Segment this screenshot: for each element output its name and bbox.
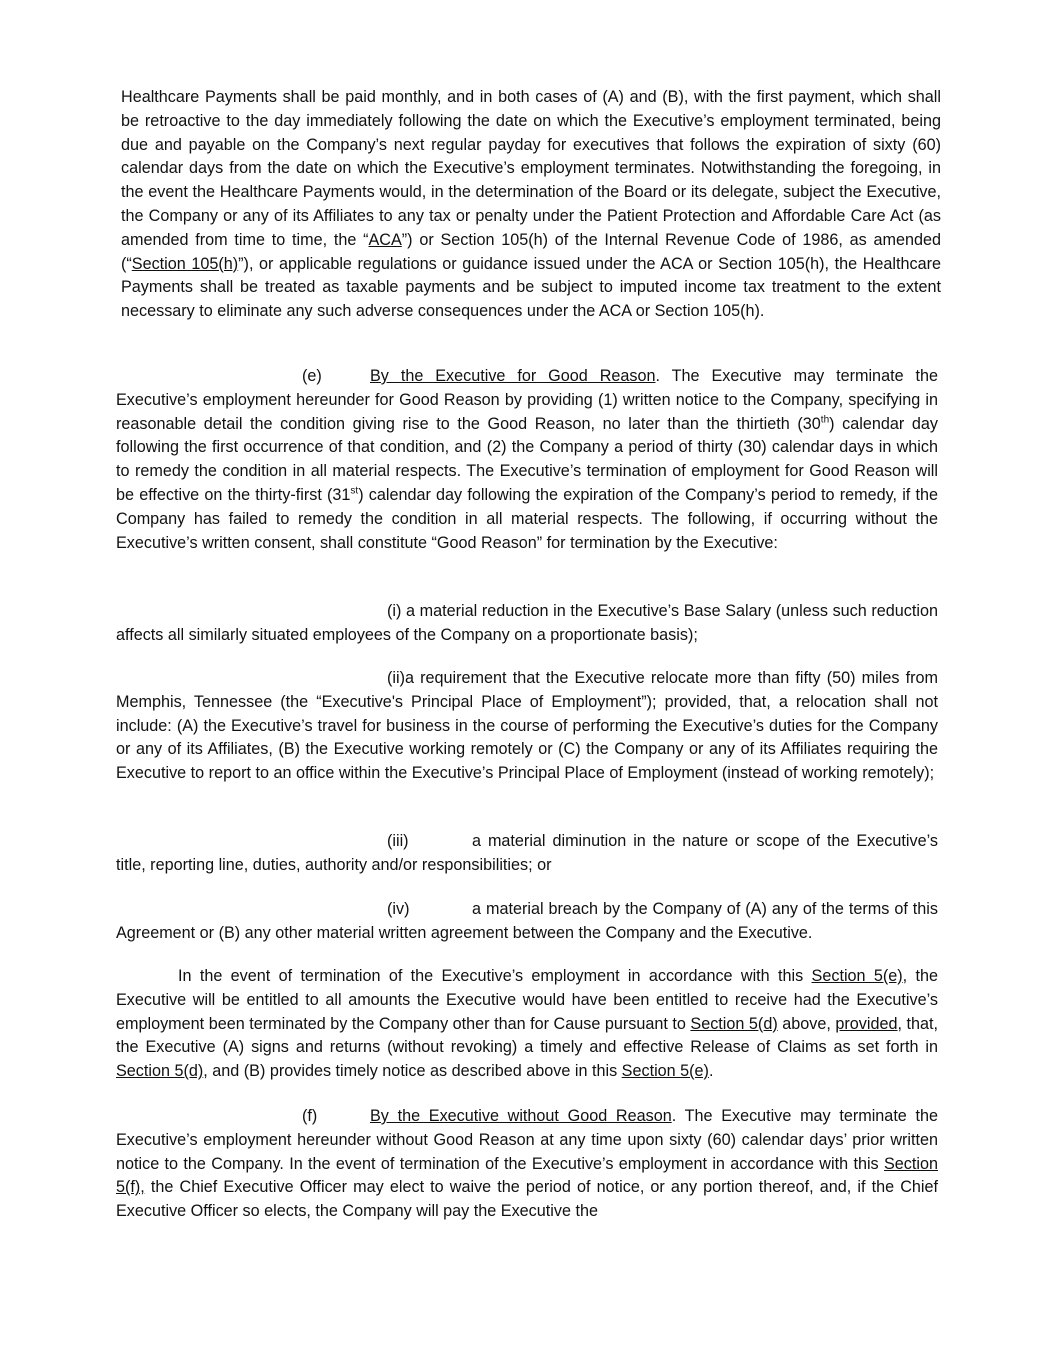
good-reason-item-ii: [116, 667, 938, 786]
cross-reference-section-5e: Section 5(e): [811, 967, 903, 985]
paragraph-text: ) calendar day following the first occurrence of that condition, and (2) the Company a period of thirty (30) calendar days in which to remedy the condition in all material respects. The Executive’s termination of employment for Good Reason will be effective on the thirty-first (31: [116, 414, 938, 504]
section-e-heading: By the Executive for Good Reason: [370, 367, 656, 385]
section-f-paragraph: [116, 1105, 938, 1224]
section-e-label: (e): [302, 367, 322, 385]
paragraph-text: , the Executive will be entitled to all amounts the Executive would have been entitled to receive had the Executive’s employment been terminated by the Company other than for Cause pursuant to: [116, 967, 939, 1033]
termination-consequence-paragraph: [116, 965, 938, 1084]
paragraph-text: a material breach by the Company of (A) any of the terms of this Agreement or (B) any other material written agreement between the Company and the Executive.: [116, 900, 938, 942]
paragraph-text: . The Executive may terminate the Executive’s employment hereunder for Good Reason by providing (1) written notice to the Company, specifying in reasonable detail the condition giving rise to the Good Reason, no later than the thirtieth (30: [116, 367, 938, 433]
cross-reference-section-5d: Section 5(d): [116, 1062, 204, 1081]
item-ii-label: (ii): [387, 669, 405, 687]
paragraph-text: a material reduction in the Executive’s Base Salary (unless such reduction affects all similarly situated employees of the Company on a proportionate basis);: [116, 602, 938, 644]
section-f-label: (f): [302, 1107, 318, 1125]
defined-term-section-105h: Section 105(h): [131, 254, 239, 273]
paragraph-text: above,: [777, 1014, 836, 1033]
paragraph-text: a requirement that the Executive relocate more than fifty (50) miles from Memphis, Tennessee (the “Executive's Principal Place of Employment”); provided, that, a relocation shall not include: (A) the Executive’s travel for business in the course of performing the Executive’s duties for the Company or any of its Affiliates, (B) the Executive working remotely or (C) the Company or any of its Affiliates requiring the Executive to report to an office within the Executive’s Principal Place of Employment (instead of working remotely);: [116, 669, 938, 783]
good-reason-item-i: [116, 600, 938, 648]
paragraph-text: , and (B) provides timely notice as described above in this: [203, 1062, 622, 1081]
section-f-heading: By the Executive without Good Reason: [370, 1107, 672, 1125]
good-reason-item-iii: [116, 830, 938, 878]
ordinal-suffix: th: [820, 414, 830, 426]
paragraph-text: In the event of termination of the Executive’s employment in accordance with this: [178, 967, 812, 985]
paragraph-text: ”), or applicable regulations or guidance issued under the ACA or Section 105(h), the Healthcare Payments shall be treated as taxable payments and be subject to imputed income tax treatment to the extent necessary to eliminate any such adverse consequences under the ACA or Section 105(h).: [121, 254, 941, 321]
healthcare-payments-paragraph: [121, 86, 941, 324]
cross-reference-section-5d: Section 5(d): [690, 1014, 778, 1033]
cross-reference-section-5f: Section 5(f),: [116, 1154, 938, 1197]
item-i-label: (i): [387, 602, 402, 620]
paragraph-text: .: [708, 1062, 714, 1081]
paragraph-text: ”) or Section 105(h) of the Internal Revenue Code of 1986, as amended (“: [121, 230, 941, 273]
item-iv-label: (iv): [387, 900, 410, 918]
provided-term: provided,: [835, 1014, 902, 1033]
ordinal-suffix: st: [350, 485, 359, 497]
item-iii-label: (iii): [387, 832, 409, 850]
paragraph-text: the Chief Executive Officer may elect to waive the period of notice, or any portion thereof, and, if the Chief Executive Officer so elects, the Company will pay the Executive the: [116, 1178, 938, 1221]
paragraph-text: that, the Executive (A) signs and returns (without revoking) a timely and effective Release of Claims as set forth in: [116, 1014, 938, 1057]
cross-reference-section-5e: Section 5(e): [621, 1062, 709, 1081]
paragraph-text: ) calendar day following the expiration of the Company’s period to remedy, if the Company has failed to remedy the condition in all material respects. The following, if occurring without the Executive’s written consent, shall constitute “Good Reason” for termination by the Executive:: [116, 485, 938, 552]
defined-term-aca: ACA: [368, 230, 402, 249]
paragraph-text: . The Executive may terminate the Executive’s employment hereunder without Good Reason at any time upon sixty (60) calendar days’ prior written notice to the Company. In the event of termination of the Executive’s employment in accordance with this: [116, 1107, 939, 1173]
paragraph-text: a material diminution in the nature or scope of the Executive’s title, reporting line, duties, authority and/or responsibilities; or: [116, 832, 938, 874]
paragraph-text: Healthcare Payments shall be paid monthly, and in both cases of (A) and (B), with the first payment, which shall be retroactive to the day immediately following the date on which the Executive’s employment terminated, being due and payable on the Company’s next regular payday for executives that follows the expiration of sixty (60) calendar days from the date on which the Executive’s employment terminates. Notwithstanding the foregoing, in the event the Healthcare Payments would, in the determination of the Board or its delegate, subject the Executive, the Company or any of its Affiliates to any tax or penalty under the Patient Protection and Affordable Care Act (as amended from time to time, the “: [121, 88, 941, 249]
section-e-paragraph: [116, 365, 938, 555]
good-reason-item-iv: [116, 898, 938, 946]
